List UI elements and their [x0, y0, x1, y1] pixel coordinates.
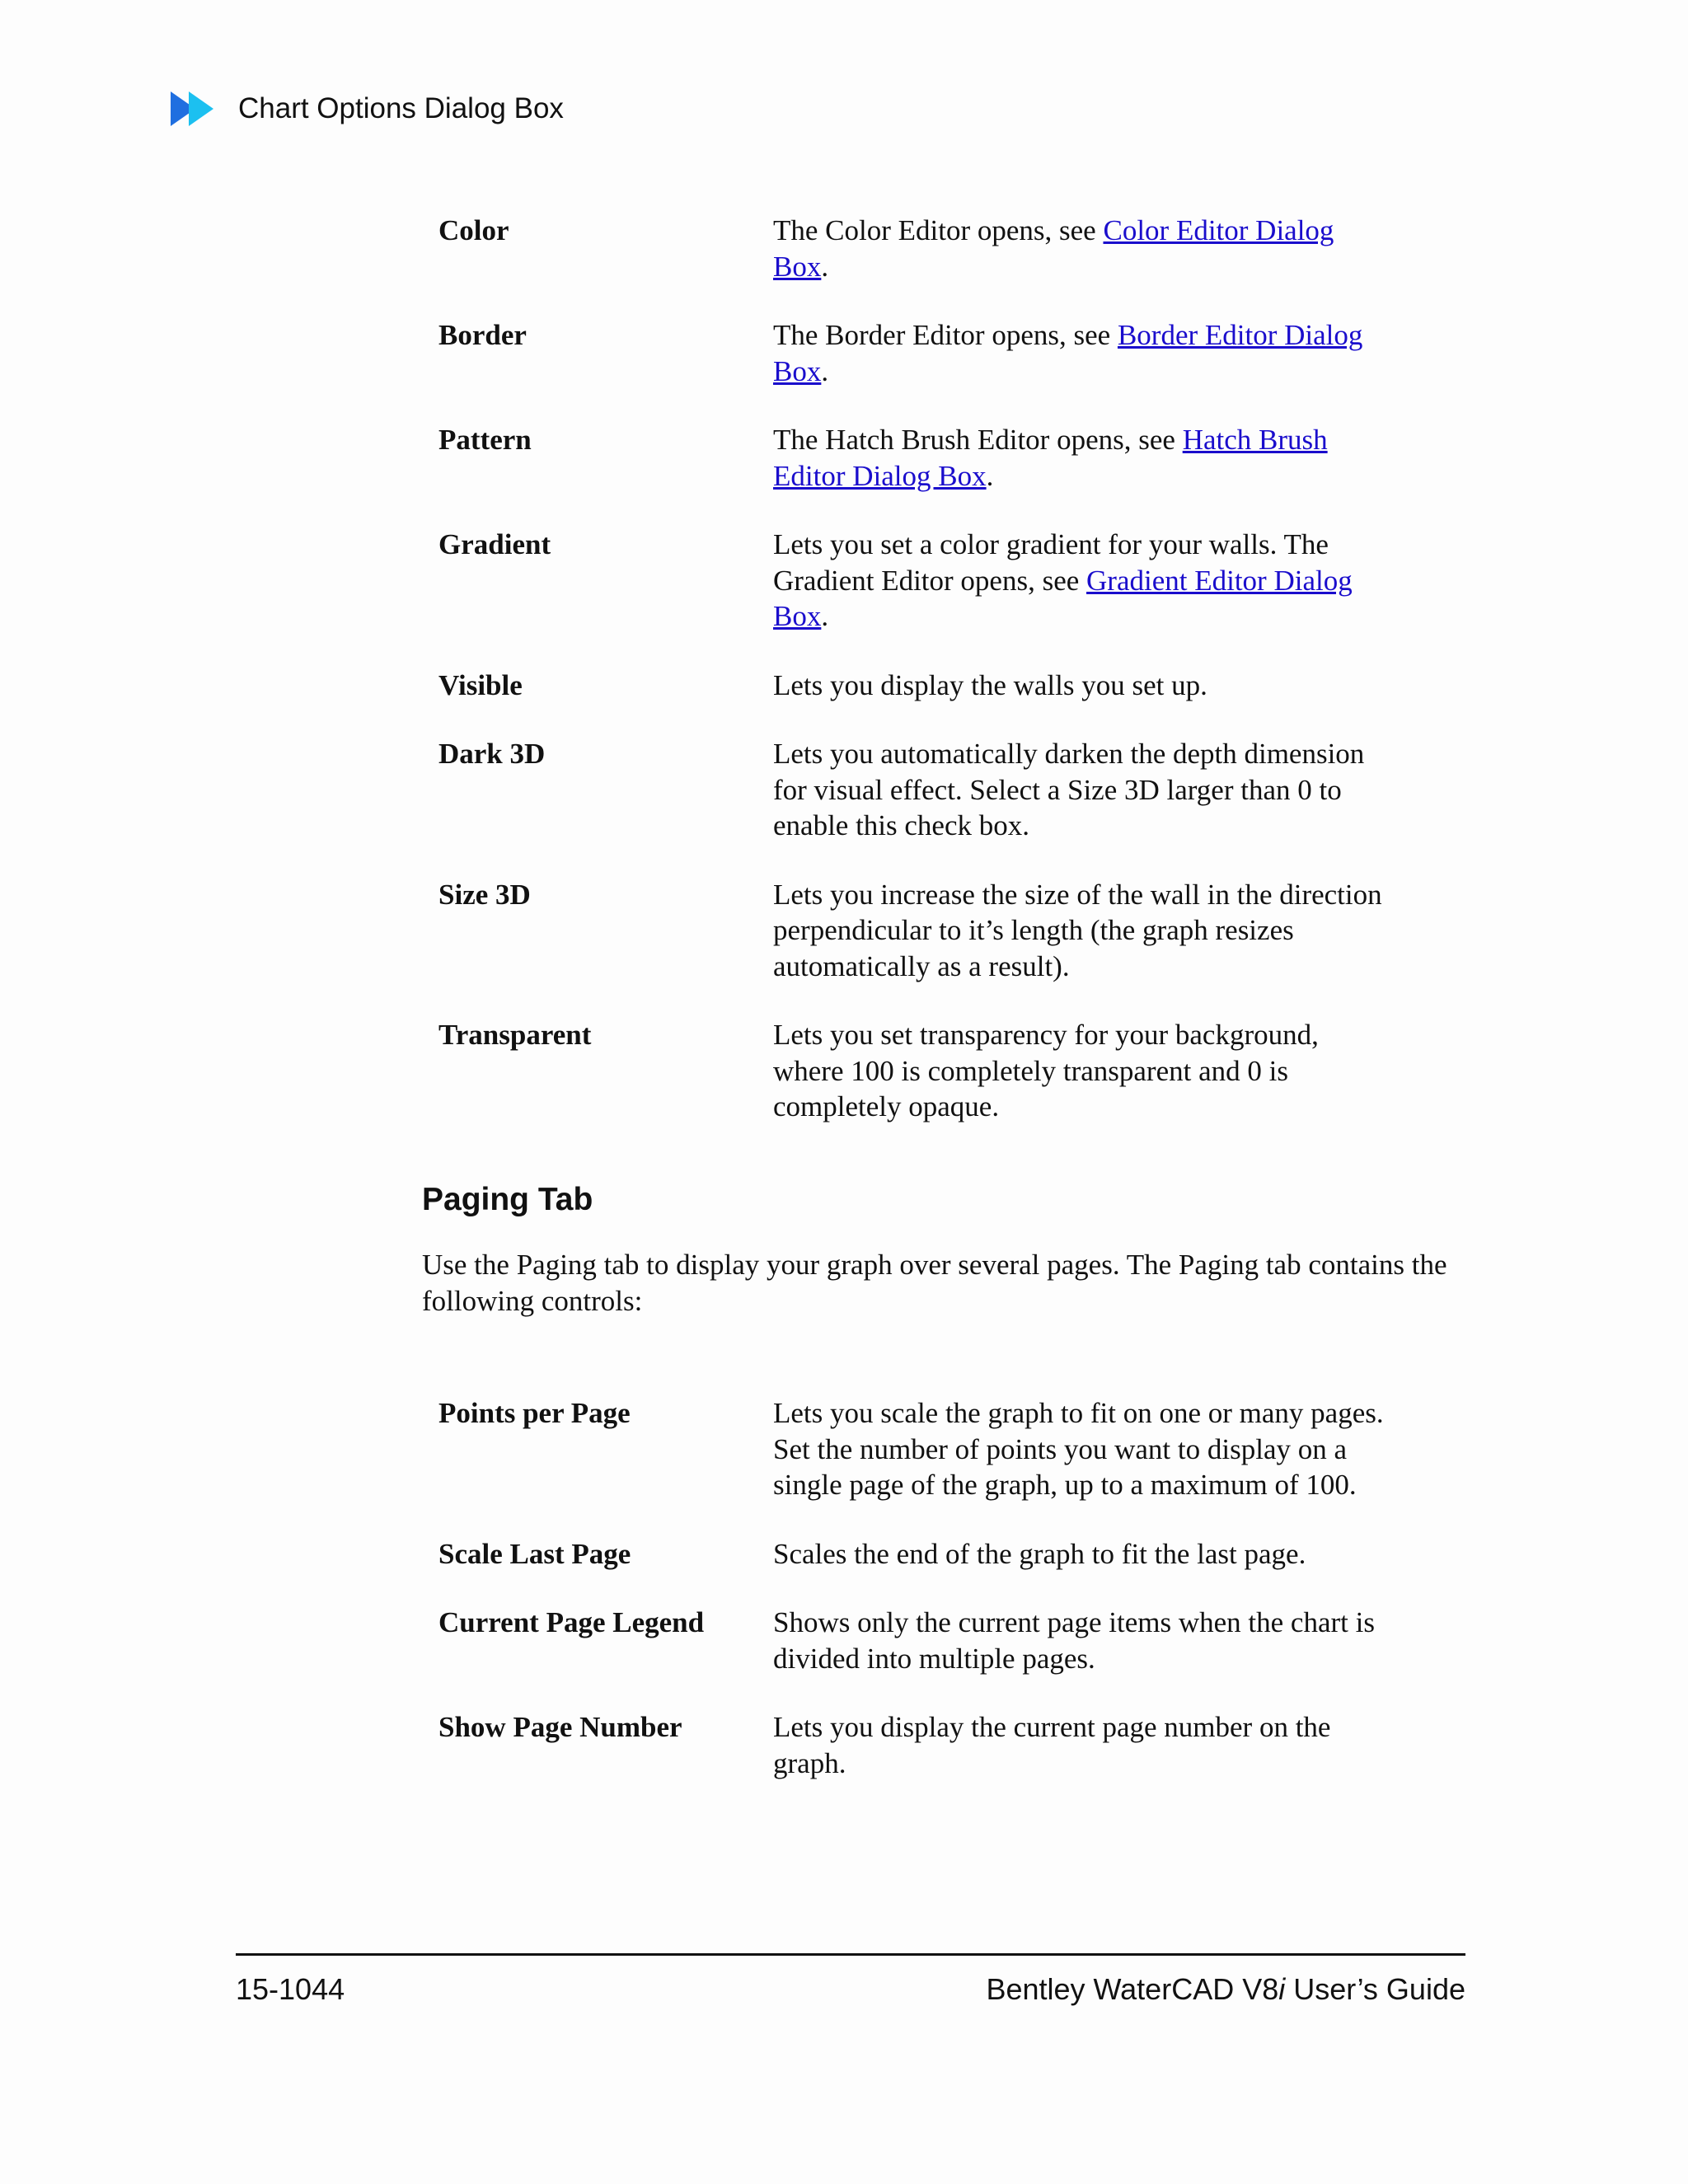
- definition-text: Lets you increase the size of the wall in the direction perpendicular to it’s length (the graph resizes automatically as a result).: [773, 878, 1382, 982]
- definition-text: Scales the end of the graph to fit the last page.: [773, 1537, 1306, 1570]
- definition-row: [438, 1536, 1395, 1572]
- term-visible: Visible: [438, 668, 523, 701]
- definition-text: The Color Editor opens, see Color Editor Dialog Box.: [773, 214, 1334, 283]
- term-gradient: Gradient: [438, 528, 551, 560]
- border-editor-link[interactable]: Border Editor Dialog Box: [773, 319, 1363, 387]
- definition-text: Lets you automatically darken the depth dimension for visual effect. Select a Size 3D larger than 0 to enable this check box.: [773, 738, 1365, 841]
- term-scale-last-page: Scale Last Page: [438, 1537, 631, 1570]
- definition-row: [438, 736, 1395, 844]
- definition-text: Shows only the current page items when the chart is divided into multiple pages.: [773, 1606, 1375, 1675]
- color-editor-link[interactable]: Color Editor Dialog Box: [773, 214, 1334, 283]
- double-arrow-icon: [171, 91, 222, 126]
- definition-row: [438, 1395, 1395, 1503]
- section-intro: Use the Paging tab to display your graph over several pages. The Paging tab contains the following controls:: [422, 1249, 1447, 1317]
- term-dark-3d: Dark 3D: [438, 738, 546, 770]
- definition-text: Lets you display the current page number on the graph.: [773, 1711, 1331, 1779]
- definition-text: Lets you set transparency for your background, where 100 is completely transparent and 0 is completely opaque.: [773, 1019, 1319, 1122]
- term-size-3d: Size 3D: [438, 878, 531, 911]
- footer-rule: [236, 1953, 1465, 1956]
- definition-row: [438, 422, 1395, 494]
- definition-row: [438, 1709, 1395, 1781]
- definition-row: [438, 1605, 1395, 1676]
- term-current-page-legend: Current Page Legend: [438, 1606, 705, 1638]
- paging-options-list: [438, 1395, 1395, 1781]
- header-title: Chart Options Dialog Box: [238, 92, 564, 124]
- guide-title: Bentley WaterCAD V8i User’s Guide: [986, 1972, 1465, 2006]
- term-border: Border: [438, 319, 527, 351]
- term-color: Color: [438, 214, 509, 246]
- term-show-page-number: Show Page Number: [438, 1711, 682, 1743]
- page-number: 15-1044: [236, 1972, 345, 2006]
- page-header: [171, 89, 564, 129]
- definition-row: [438, 668, 1395, 704]
- hatch-brush-editor-link[interactable]: Hatch Brush Editor Dialog Box: [773, 424, 1328, 492]
- definition-row: [438, 527, 1395, 635]
- definition-row: [438, 877, 1395, 985]
- definition-text: The Hatch Brush Editor opens, see Hatch Brush Editor Dialog Box.: [773, 424, 1328, 492]
- gradient-editor-link[interactable]: Gradient Editor Dialog Box: [773, 564, 1353, 632]
- wall-options-list: [438, 213, 1395, 1125]
- definition-text: The Border Editor opens, see Border Editor Dialog Box.: [773, 319, 1363, 387]
- definition-row: [438, 317, 1395, 389]
- definition-text: Lets you display the walls you set up.: [773, 668, 1207, 701]
- term-pattern: Pattern: [438, 424, 532, 456]
- definition-text: Lets you set a color gradient for your walls. The Gradient Editor opens, see Gradient Editor Dialog Box.: [773, 528, 1353, 632]
- definition-row: [438, 1017, 1395, 1125]
- section-heading: Paging Tab: [422, 1182, 593, 1217]
- term-transparent: Transparent: [438, 1019, 592, 1051]
- term-points-per-page: Points per Page: [438, 1397, 631, 1429]
- definition-text: Lets you scale the graph to fit on one or many pages. Set the number of points you want to display on a single page of the graph, up to a maximum of 100.: [773, 1397, 1384, 1501]
- definition-row: [438, 213, 1395, 284]
